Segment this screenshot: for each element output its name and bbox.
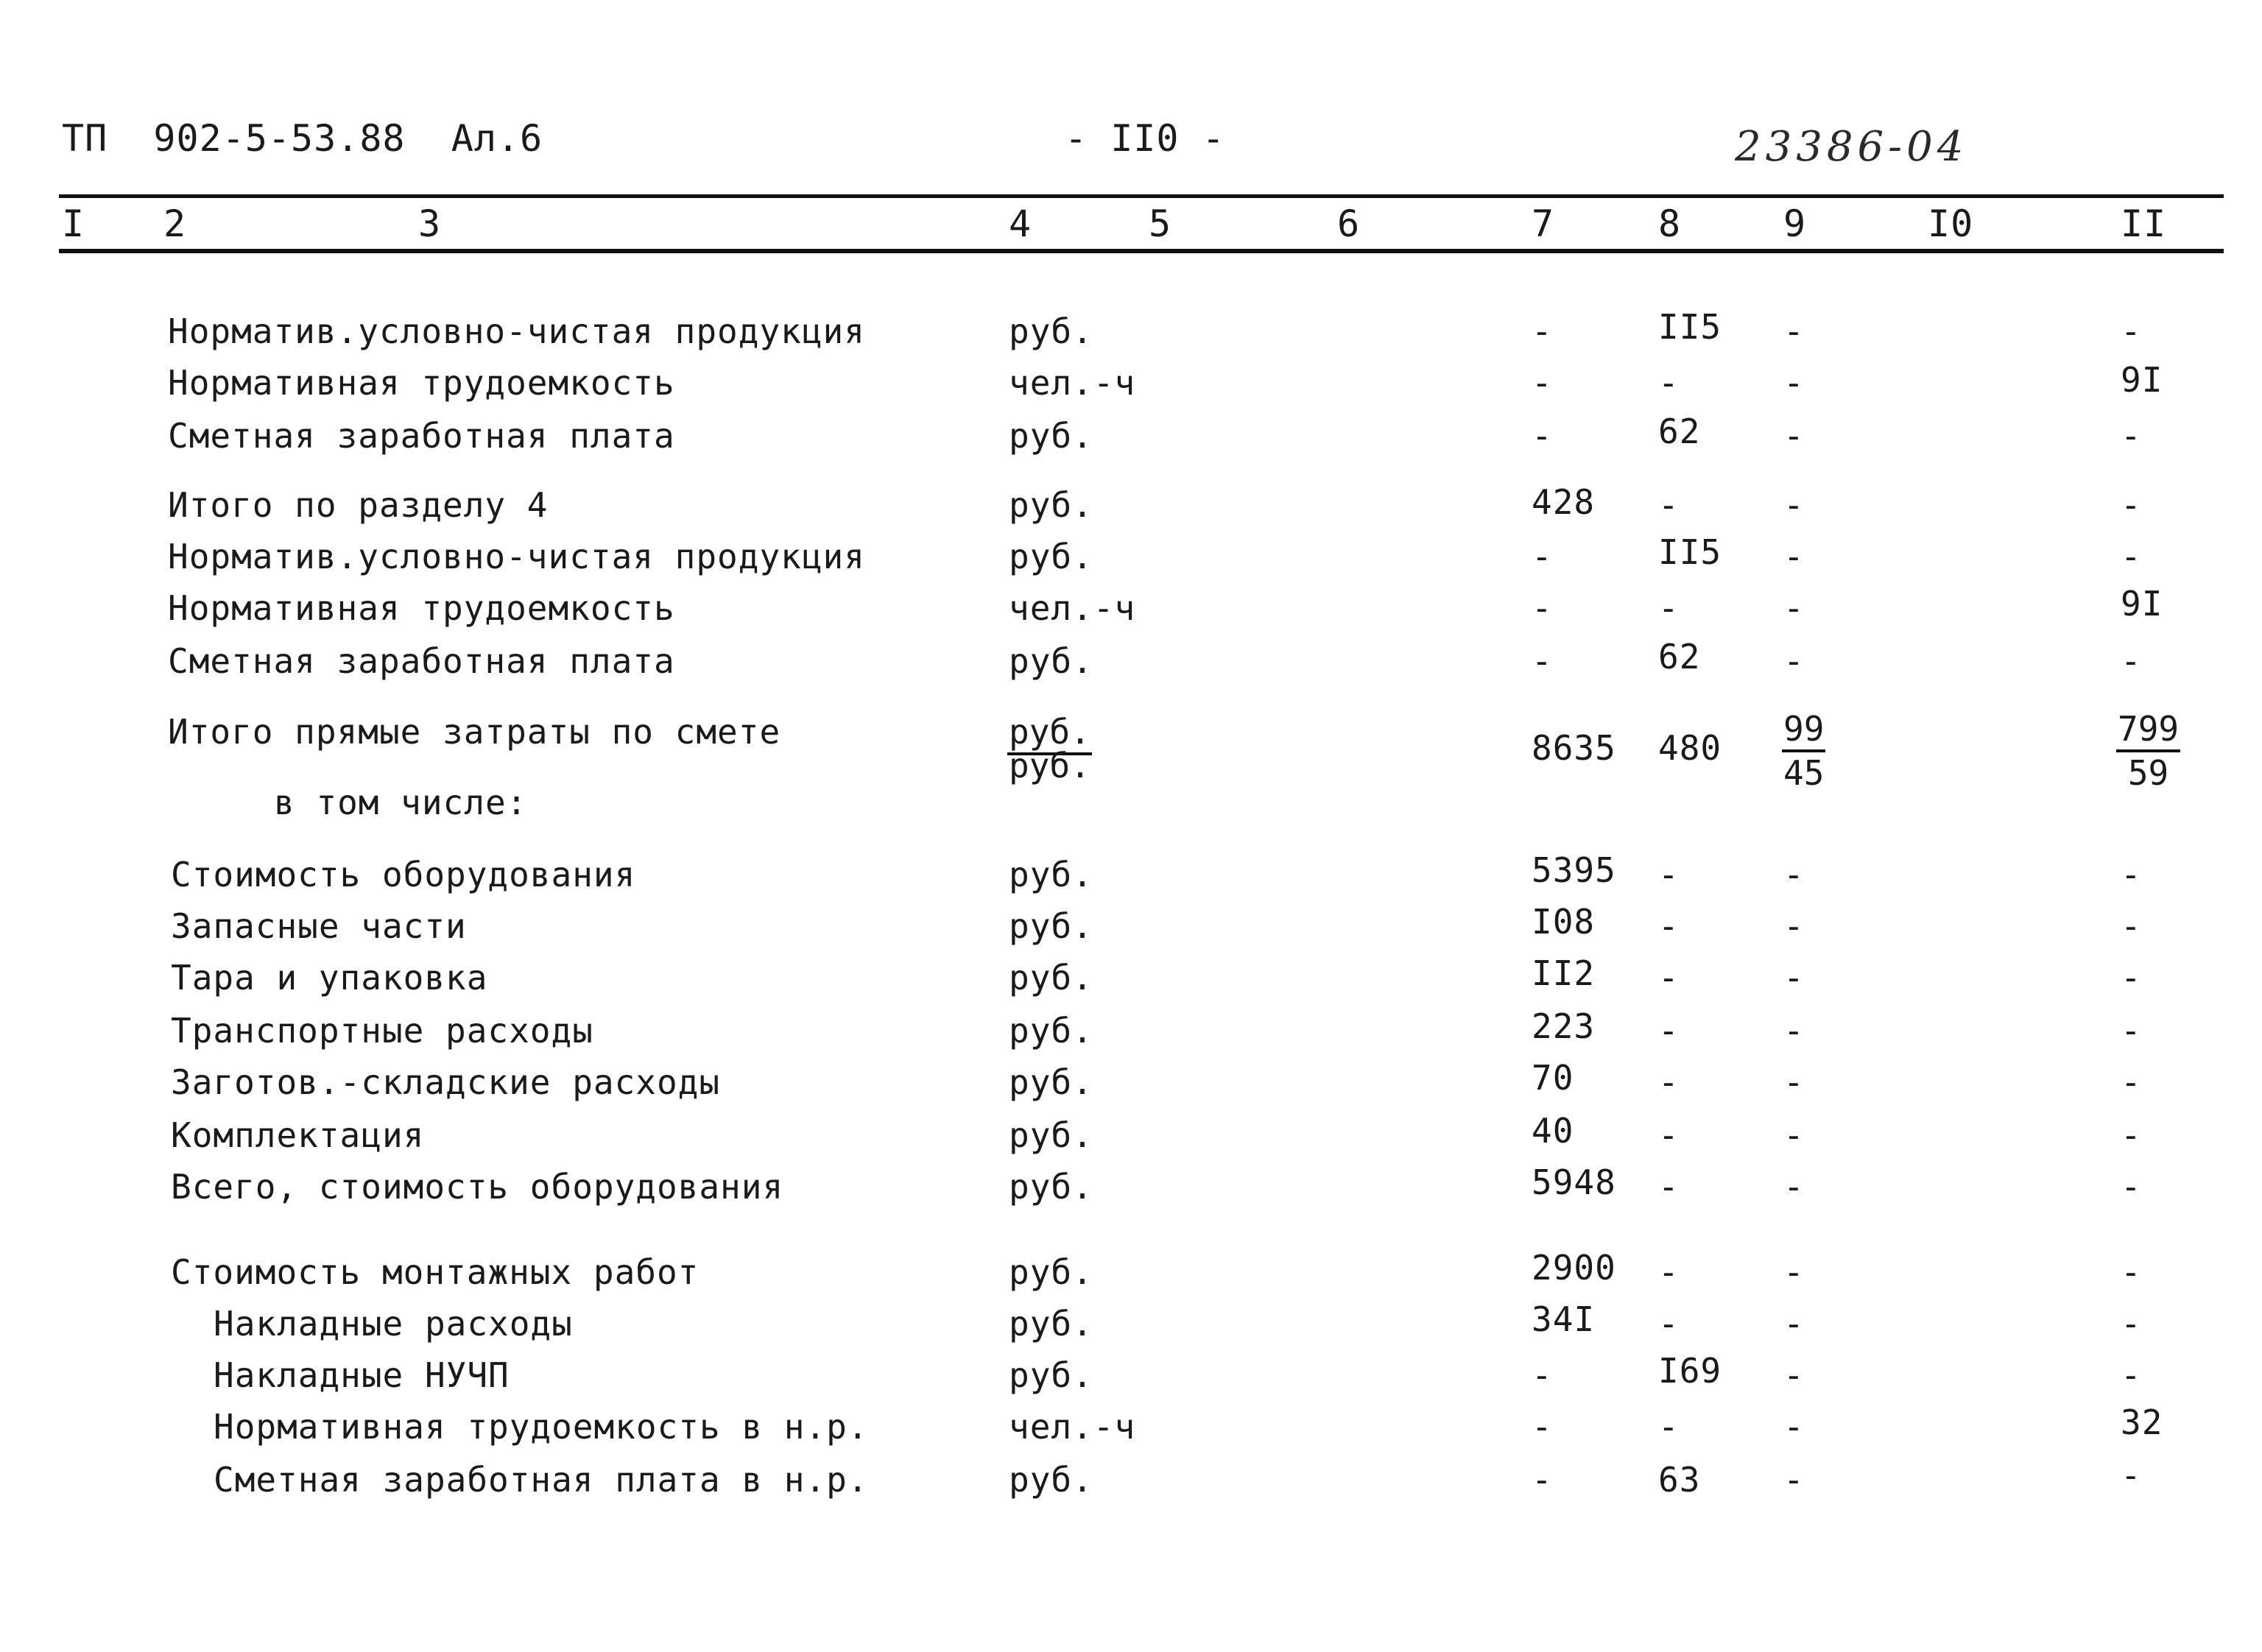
column-header: I xyxy=(62,202,85,245)
total-direct-col11-fraction xyxy=(2116,708,2180,794)
column-header: 6 xyxy=(1337,202,1361,245)
col11-denominator: 59 xyxy=(2127,753,2169,793)
row-name: Транспортные расходы xyxy=(171,1011,593,1051)
row-value-col9: - xyxy=(1783,588,1805,628)
row-value-col9: - xyxy=(1783,363,1805,403)
row-value-col8: - xyxy=(1658,485,1680,525)
row-name: Заготов.-складские расходы xyxy=(171,1062,721,1102)
row-value-col7: 5948 xyxy=(1532,1162,1616,1202)
row-unit: руб. xyxy=(1009,416,1093,456)
row-value-col7: 70 xyxy=(1532,1058,1574,1098)
row-name: Комплектация xyxy=(171,1115,425,1155)
row-value-col8: - xyxy=(1658,1115,1680,1155)
row-name: Норматив.условно-чистая продукция xyxy=(168,537,865,576)
row-unit: руб. xyxy=(1009,1062,1093,1102)
row-unit: руб. xyxy=(1009,1167,1093,1207)
row-unit: руб. xyxy=(1009,1252,1093,1292)
row-value-col11: - xyxy=(2121,1304,2142,1344)
row-value-col8: II5 xyxy=(1658,307,1722,347)
row-value-col8: - xyxy=(1658,1167,1680,1207)
row-value-col9: - xyxy=(1783,1304,1805,1344)
row-value-col9: - xyxy=(1783,416,1805,456)
page-number: - II0 - xyxy=(1065,117,1225,160)
row-value-col8: - xyxy=(1658,855,1680,894)
row-value-col11: - xyxy=(2121,311,2142,351)
row-name: Запасные части xyxy=(171,906,467,946)
row-value-col11: - xyxy=(2121,855,2142,894)
row-name: Накладные расходы xyxy=(214,1304,573,1344)
row-value-col7: 2900 xyxy=(1532,1248,1616,1288)
row-value-col9: - xyxy=(1783,311,1805,351)
row-value-col8: - xyxy=(1658,906,1680,946)
row-value-col8: 62 xyxy=(1658,637,1701,677)
row-value-col7: - xyxy=(1532,641,1553,681)
row-value-col9: - xyxy=(1783,1407,1805,1447)
column-header: 5 xyxy=(1149,202,1172,245)
column-header: 8 xyxy=(1658,202,1682,245)
row-name: Тара и упаковка xyxy=(171,958,488,998)
total-direct-col9-fraction xyxy=(1782,708,1825,794)
row-value-col9: - xyxy=(1783,485,1805,525)
column-header: II xyxy=(2121,202,2167,245)
header-bottom-rule xyxy=(59,249,2224,253)
row-value-col7: - xyxy=(1532,1407,1553,1447)
row-value-col11: - xyxy=(2121,1011,2142,1051)
row-value-col7: 40 xyxy=(1532,1111,1574,1151)
row-value-col8: - xyxy=(1658,1062,1680,1102)
row-unit: руб. xyxy=(1009,1355,1093,1395)
col11-numerator: 799 xyxy=(2116,708,2180,752)
row-value-col8: - xyxy=(1658,1011,1680,1051)
row-value-col9: - xyxy=(1783,1460,1805,1500)
row-value-col11: 9I xyxy=(2121,360,2163,400)
row-name: Сметная заработная плата xyxy=(168,416,675,456)
row-name: Нормативная трудоемкость xyxy=(168,363,675,403)
row-value-col8: - xyxy=(1658,1407,1680,1447)
col9-numerator: 99 xyxy=(1782,708,1825,752)
column-header: I0 xyxy=(1928,202,1974,245)
col9-denominator: 45 xyxy=(1783,753,1825,793)
row-value-col9: - xyxy=(1783,1355,1805,1395)
row-value-col7: - xyxy=(1532,1355,1553,1395)
row-value-col7: 223 xyxy=(1532,1006,1596,1046)
row-value-col7: 34I xyxy=(1532,1299,1596,1339)
row-unit: руб. xyxy=(1009,958,1093,998)
document-code: ТП 902-5-53.88 Ал.6 xyxy=(62,117,543,160)
total-direct-unit-fraction xyxy=(1007,711,1092,786)
row-value-col9: - xyxy=(1783,641,1805,681)
row-value-col9: - xyxy=(1783,1252,1805,1292)
row-name: Стоимость оборудования xyxy=(171,855,636,894)
row-value-col7: 428 xyxy=(1532,482,1596,522)
row-value-col11: - xyxy=(2121,1167,2142,1207)
row-value-col7: - xyxy=(1532,588,1553,628)
row-unit: чел.-ч xyxy=(1009,363,1136,403)
row-name: Всего, стоимость оборудования xyxy=(171,1167,784,1207)
row-value-col11: 9I xyxy=(2121,584,2163,624)
row-value-col7: - xyxy=(1532,416,1553,456)
row-value-col9: - xyxy=(1783,855,1805,894)
row-value-col11: - xyxy=(2121,1355,2142,1395)
row-value-col11: - xyxy=(2121,641,2142,681)
row-value-col8: - xyxy=(1658,1252,1680,1292)
row-name: Нормативная трудоемкость xyxy=(168,588,675,628)
row-value-col8: 62 xyxy=(1658,412,1701,451)
row-name: Норматив.условно-чистая продукция xyxy=(168,311,865,351)
row-unit: руб. xyxy=(1009,906,1093,946)
row-name: Итого по разделу 4 xyxy=(168,485,549,525)
row-name: Сметная заработная плата xyxy=(168,641,675,681)
row-value-col11: - xyxy=(2121,1062,2142,1102)
unit-numerator: руб. xyxy=(1007,711,1092,755)
total-direct-subtitle: в том числе: xyxy=(274,783,528,822)
row-value-col11: - xyxy=(2121,537,2142,576)
row-value-col7: - xyxy=(1532,363,1553,403)
row-value-col7: II2 xyxy=(1532,953,1596,993)
row-unit: руб. xyxy=(1009,311,1093,351)
row-value-col7: 5395 xyxy=(1532,850,1616,890)
row-unit: чел.-ч xyxy=(1009,1407,1136,1447)
row-value-col8: 63 xyxy=(1658,1460,1701,1500)
row-unit: руб. xyxy=(1009,641,1093,681)
column-header: 2 xyxy=(163,202,187,245)
row-value-col9: - xyxy=(1783,1115,1805,1155)
row-value-col11: - xyxy=(2121,416,2142,456)
row-unit: руб. xyxy=(1009,1304,1093,1344)
row-value-col8: - xyxy=(1658,363,1680,403)
row-value-col7: - xyxy=(1532,537,1553,576)
row-value-col8: - xyxy=(1658,588,1680,628)
row-value-col9: - xyxy=(1783,1011,1805,1051)
row-value-col9: - xyxy=(1783,958,1805,998)
column-header: 7 xyxy=(1532,202,1555,245)
total-direct-title: Итого прямые затраты по смете xyxy=(168,712,781,752)
row-name: Стоимость монтажных работ xyxy=(171,1252,700,1292)
row-unit: чел.-ч xyxy=(1009,588,1136,628)
column-header: 4 xyxy=(1009,202,1032,245)
row-value-col11: - xyxy=(2121,485,2142,525)
row-unit: руб. xyxy=(1009,855,1093,894)
column-header: 9 xyxy=(1783,202,1807,245)
row-name: Сметная заработная плата в н.р. xyxy=(214,1460,869,1500)
row-value-col11: - xyxy=(2121,1252,2142,1292)
row-value-col8: I69 xyxy=(1658,1351,1722,1391)
row-unit: руб. xyxy=(1009,485,1093,525)
total-direct-col7: 8635 xyxy=(1532,728,1616,768)
row-name: Нормативная трудоемкость в н.р. xyxy=(214,1407,869,1447)
row-value-col11: - xyxy=(2121,958,2142,998)
row-value-col7: - xyxy=(1532,1460,1553,1500)
row-value-col8: - xyxy=(1658,1304,1680,1344)
row-value-col11: 32 xyxy=(2121,1402,2163,1442)
row-value-col8: - xyxy=(1658,958,1680,998)
column-header: 3 xyxy=(418,202,442,245)
row-value-col9: - xyxy=(1783,1062,1805,1102)
row-value-col7: - xyxy=(1532,311,1553,351)
row-value-col9: - xyxy=(1783,906,1805,946)
total-direct-col8: 480 xyxy=(1658,728,1722,768)
row-name: Накладные НУЧП xyxy=(214,1355,510,1395)
top-rule xyxy=(59,194,2224,198)
row-unit: руб. xyxy=(1009,1460,1093,1500)
row-value-col7: I08 xyxy=(1532,902,1596,942)
handwritten-number: 23386-04 xyxy=(1735,123,1968,171)
row-unit: руб. xyxy=(1009,537,1093,576)
row-value-col11: - xyxy=(2121,906,2142,946)
row-value-col9: - xyxy=(1783,1167,1805,1207)
row-value-col9: - xyxy=(1783,537,1805,576)
row-value-col11: - xyxy=(2121,1115,2142,1155)
row-value-col11: - xyxy=(2121,1455,2142,1495)
unit-denominator: руб. xyxy=(1009,746,1091,786)
row-unit: руб. xyxy=(1009,1115,1093,1155)
row-value-col8: II5 xyxy=(1658,532,1722,572)
row-unit: руб. xyxy=(1009,1011,1093,1051)
